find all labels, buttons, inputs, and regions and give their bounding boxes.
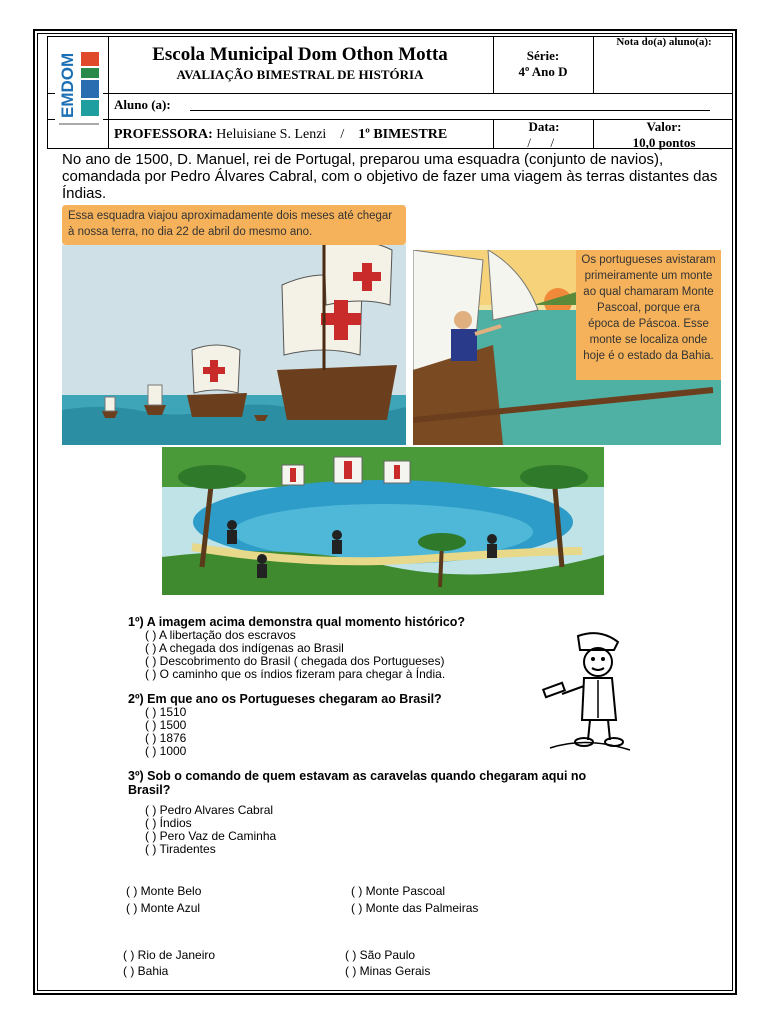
explorer-cartoon (540, 628, 632, 756)
monte-option-2[interactable]: ( ) Monte Pascoal (351, 884, 446, 898)
school-logo (55, 48, 103, 128)
valor-value: 10,0 pontos (632, 135, 696, 150)
data-block (497, 119, 591, 151)
estado-option-3[interactable]: ( ) Bahia (123, 964, 169, 978)
data-value[interactable]: ____/___/_____ (501, 135, 587, 150)
professor-name: Heluisiane S. Lenzi (216, 127, 327, 142)
question-1-title: 1º) A imagem acima demonstra qual momento histórico? (128, 615, 466, 629)
monte-option-1[interactable]: ( ) Monte Belo (126, 884, 202, 898)
q2-option-1[interactable]: ( ) 1510 (145, 705, 187, 719)
question-3 (128, 769, 638, 856)
monte-option-3[interactable]: ( ) Monte Azul (126, 901, 201, 915)
serie-label: Série: (526, 48, 560, 63)
estado-option-2[interactable]: ( ) São Paulo (345, 948, 416, 962)
q3-option-1[interactable]: ( ) Pedro Alvares Cabral (145, 803, 274, 817)
data-label: Data: (528, 119, 560, 134)
q1-option-1[interactable]: ( ) A libertação dos escravos (145, 628, 296, 642)
professor-label: PROFESSORA: (114, 127, 213, 142)
q2-option-4[interactable]: ( ) 1000 (145, 744, 187, 758)
q3-option-4[interactable]: ( ) Tiradentes (145, 842, 216, 856)
q3-option-3[interactable]: ( ) Pero Vaz de Caminha (145, 829, 277, 843)
question-2-title: 2º) Em que ano os Portugueses chegaram ao Brasil? (128, 692, 442, 706)
logo-text: EMDOM (58, 52, 77, 118)
q2-option-3[interactable]: ( ) 1876 (145, 731, 187, 745)
serie-block (497, 48, 589, 80)
valor-block (595, 119, 733, 151)
question-3-title: 3º) Sob o comando de quem estavam as caravelas quando chegaram aqui no Brasil? (128, 769, 587, 797)
q1-option-2[interactable]: ( ) A chegada dos indígenas ao Brasil (145, 641, 344, 655)
arrival-beach-illustration (162, 447, 604, 595)
caption-voyage: Essa esquadra viajou aproximadamente dois meses até chegar à nossa terra, no dia 22 de abril do mesmo ano. (62, 205, 406, 245)
nota-label: Nota do(a) aluno(a): (616, 36, 712, 48)
question-1 (128, 615, 548, 681)
valor-label: Valor: (646, 119, 682, 134)
q1-option-3[interactable]: ( ) Descobrimento do Brasil ( chegada dos Portugueses) (145, 654, 445, 668)
exam-title: AVALIAÇÃO BIMESTRAL DE HISTÓRIA (176, 67, 424, 82)
estado-option-1[interactable]: ( ) Rio de Janeiro (123, 948, 216, 962)
monte-option-4[interactable]: ( ) Monte das Palmeiras (351, 901, 479, 915)
aluno-label: Aluno (a): (114, 97, 171, 112)
caption-monte-pascoal: Os portugueses avistaram primeiramente um monte ao qual chamaram Monte Pascoal, porque era época de Páscoa. Esse monte se localiza onde hoje é o estado da Bahia. (576, 250, 721, 380)
estado-option-4[interactable]: ( ) Minas Gerais (345, 964, 431, 978)
question-2 (128, 692, 548, 758)
school-name: Escola Municipal Dom Othon Motta (152, 44, 448, 65)
q2-option-2[interactable]: ( ) 1500 (145, 718, 187, 732)
bimestre: 1º BIMESTRE (358, 127, 448, 142)
professor-line (114, 127, 447, 143)
professor-separator: / (340, 127, 345, 142)
aluno-name-field[interactable] (190, 110, 710, 111)
q3-option-2[interactable]: ( ) Índios (145, 816, 192, 830)
intro-paragraph: No ano de 1500, D. Manuel, rei de Portugal, preparou uma esquadra (conjunto de navios), comandada por Pedro Álvares Cabral, com o objetivo de fazer uma viagem às terras distantes das Índias. (62, 151, 718, 202)
serie-value: 4º Ano D (518, 64, 568, 79)
q1-option-4[interactable]: ( ) O caminho que os índios fizeram para chegar à Índia. (145, 667, 446, 681)
